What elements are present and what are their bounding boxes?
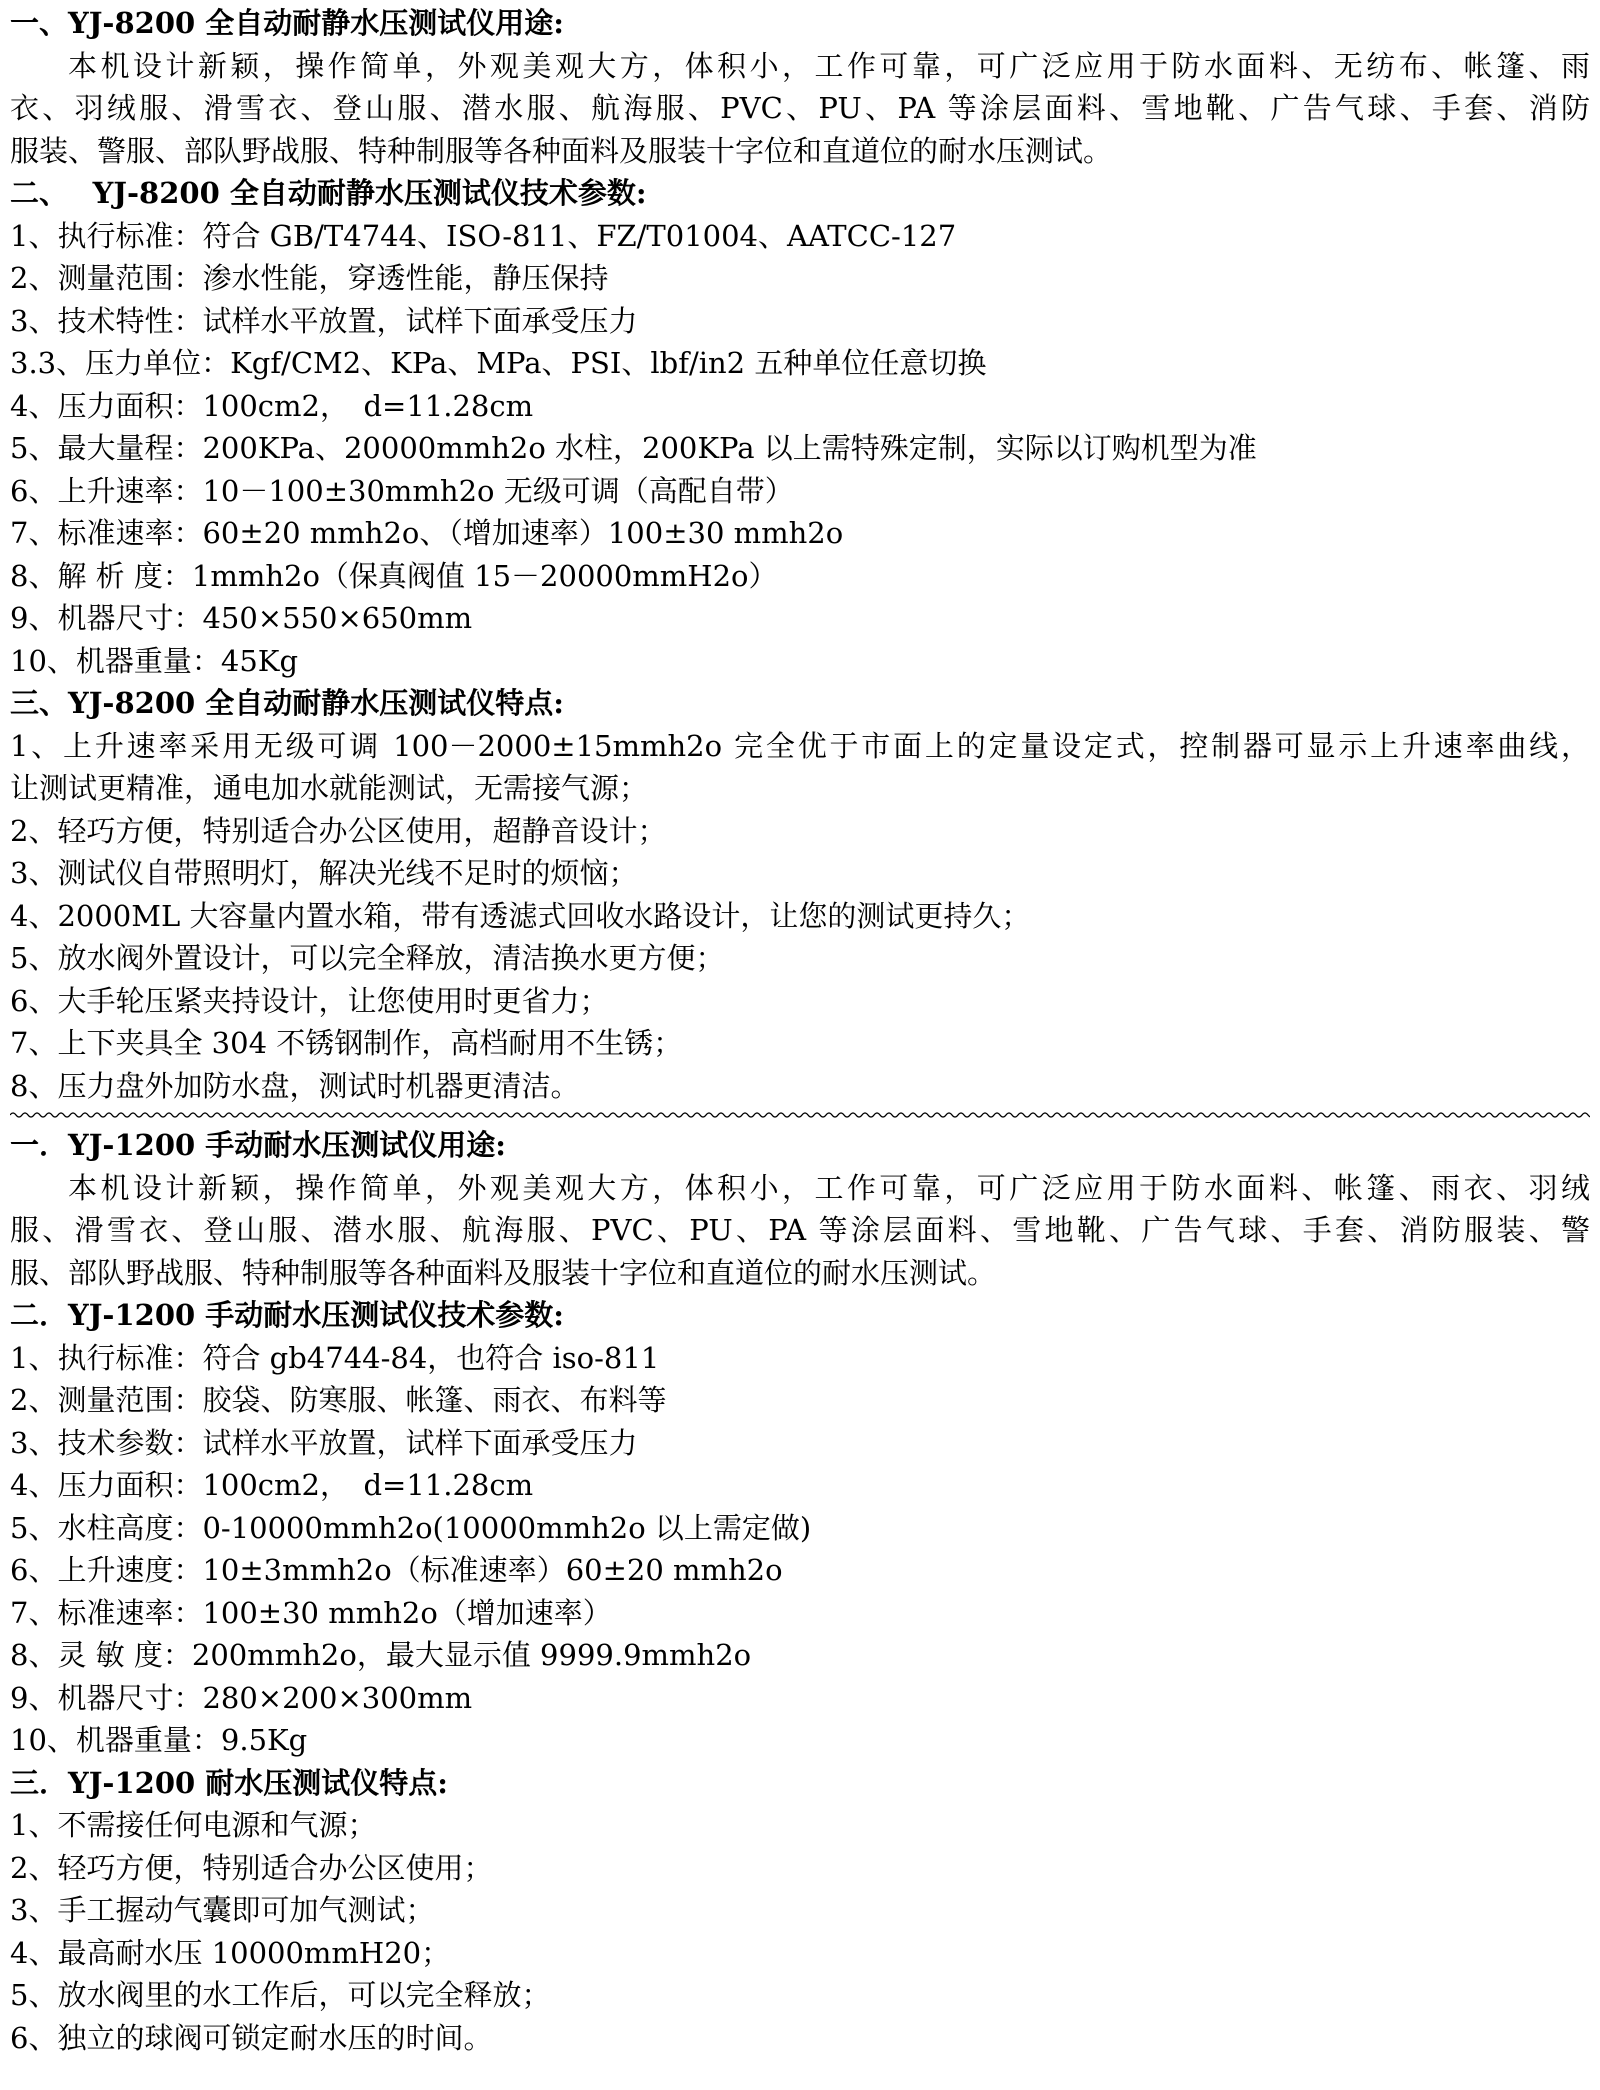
param-item: 2、测量范围：渗水性能，穿透性能，静压保持 bbox=[10, 261, 609, 295]
param-item: 4、压力面积：100cm2， d=11.28cm bbox=[10, 388, 534, 423]
feature-item: 3、手工握动气囊即可加气测试； bbox=[10, 1893, 435, 1927]
document-body bbox=[10, 2, 1590, 2059]
param-item: 5、水柱高度：0-10000mmh2o(10000mmh2o 以上需定做) bbox=[10, 1510, 812, 1545]
wavy-divider bbox=[10, 1107, 1590, 1124]
paragraph-line: 服、滑雪衣、登山服、潜水服、航海服、PVC、PU、PA 等涂层面料、雪地靴、广告气球、手套、消防服装、警 bbox=[10, 1213, 1590, 1247]
feature-item: 1、上升速率采用无级可调 100－2000±15mmh2o 完全优于市面上的定量设定式，控制器可显示上升速率曲线， bbox=[10, 728, 1590, 763]
param-item: 1、执行标准：符合 GB/T4744、ISO-811、FZ/T01004、AATCC-127 bbox=[10, 218, 957, 253]
paragraph-line: 服装、警服、部队野战服、特种制服等各种面料及服装十字位和直道位的耐水压测试。 bbox=[10, 133, 1113, 168]
heading-yj8200-purpose: 一、YJ-8200 全自动耐静水压测试仪用途: bbox=[10, 6, 564, 40]
feature-item: 4、2000ML 大容量内置水箱，带有透滤式回收水路设计，让您的测试更持久； bbox=[10, 898, 1031, 933]
param-item: 1、执行标准：符合 gb4744-84，也符合 iso-811 bbox=[10, 1340, 660, 1375]
section-yj8200 bbox=[10, 2, 1590, 1107]
paragraph-line: 本机设计新颖，操作简单，外观美观大方，体积小，工作可靠，可广泛应用于防水面料、无纺布、帐篷、雨 bbox=[68, 48, 1590, 83]
param-item: 9、机器尺寸：280×200×300mm bbox=[10, 1680, 473, 1715]
paragraph-line: 服、部队野战服、特种制服等各种面料及服装十字位和直道位的耐水压测试。 bbox=[10, 1255, 997, 1290]
heading-yj1200-params: 二．YJ-1200 手动耐水压测试仪技术参数: bbox=[10, 1298, 564, 1332]
feature-item: 6、独立的球阀可锁定耐水压的时间。 bbox=[10, 2020, 493, 2055]
param-item: 3、技术参数：试样水平放置，试样下面承受压力 bbox=[10, 1425, 638, 1460]
feature-item: 4、最高耐水压 10000mmH20； bbox=[10, 1935, 451, 1970]
feature-item: 2、轻巧方便，特别适合办公区使用； bbox=[10, 1850, 493, 1885]
param-item: 10、机器重量：9.5Kg bbox=[10, 1723, 308, 1757]
feature-item: 8、压力盘外加防水盘，测试时机器更清洁。 bbox=[10, 1068, 580, 1103]
param-item: 8、解 析 度：1mmh2o（保真阀值 15－20000mmH2o） bbox=[10, 558, 778, 593]
param-item: 10、机器重量：45Kg bbox=[10, 643, 299, 678]
feature-item: 6、大手轮压紧夹持设计，让您使用时更省力； bbox=[10, 983, 609, 1018]
heading-yj1200-purpose: 一．YJ-1200 手动耐水压测试仪用途: bbox=[10, 1128, 506, 1162]
param-item: 2、测量范围：胶袋、防寒服、帐篷、雨衣、布料等 bbox=[10, 1383, 667, 1417]
param-item: 3.3、压力单位：Kgf/CM2、KPa、MPa、PSI、lbf/in2 五种单位任意切换 bbox=[10, 346, 987, 380]
paragraph-line: 衣、羽绒服、滑雪衣、登山服、潜水服、航海服、PVC、PU、PA 等涂层面料、雪地靴、广告气球、手套、消防 bbox=[10, 91, 1590, 125]
feature-item: 3、测试仪自带照明灯，解决光线不足时的烦恼； bbox=[10, 856, 638, 890]
heading-yj8200-params: 二、 YJ-8200 全自动耐静水压测试仪技术参数: bbox=[10, 176, 647, 210]
param-item: 3、技术特性：试样水平放置，试样下面承受压力 bbox=[10, 303, 638, 338]
heading-yj1200-features: 三．YJ-1200 耐水压测试仪特点: bbox=[10, 1765, 448, 1800]
wavy-line-icon bbox=[10, 1110, 1590, 1120]
feature-item: 2、轻巧方便，特别适合办公区使用，超静音设计； bbox=[10, 813, 667, 848]
section-yj1200 bbox=[10, 1124, 1590, 2059]
param-item: 9、机器尺寸：450×550×650mm bbox=[10, 601, 473, 635]
param-item: 8、灵 敏 度：200mmh2o，最大显示值 9999.9mmh2o bbox=[10, 1638, 752, 1672]
feature-item: 让测试更精准，通电加水就能测试，无需接气源； bbox=[10, 771, 649, 805]
param-item: 7、标准速率：60±20 mmh2o、（增加速率）100±30 mmh2o bbox=[10, 516, 844, 550]
param-item: 5、最大量程：200KPa、20000mmh2o 水柱，200KPa 以上需特殊定制，实际以订购机型为准 bbox=[10, 431, 1257, 465]
feature-item: 7、上下夹具全 304 不锈钢制作，高档耐用不生锈； bbox=[10, 1026, 683, 1060]
heading-yj8200-features: 三、YJ-8200 全自动耐静水压测试仪特点: bbox=[10, 686, 564, 720]
feature-item: 5、放水阀外置设计，可以完全释放，清洁换水更方便； bbox=[10, 941, 725, 975]
paragraph-line: 本机设计新颖，操作简单，外观美观大方，体积小，工作可靠，可广泛应用于防水面料、帐篷、雨衣、羽绒 bbox=[68, 1170, 1590, 1205]
param-item: 4、压力面积：100cm2， d=11.28cm bbox=[10, 1468, 534, 1502]
param-item: 6、上升速度：10±3mmh2o（标准速率）60±20 mmh2o bbox=[10, 1553, 783, 1587]
param-item: 6、上升速率：10－100±30mmh2o 无级可调（高配自带） bbox=[10, 473, 794, 508]
param-item: 7、标准速率：100±30 mmh2o（增加速率） bbox=[10, 1595, 612, 1630]
feature-item: 5、放水阀里的水工作后，可以完全释放； bbox=[10, 1978, 551, 2012]
feature-item: 1、不需接任何电源和气源； bbox=[10, 1808, 377, 1842]
